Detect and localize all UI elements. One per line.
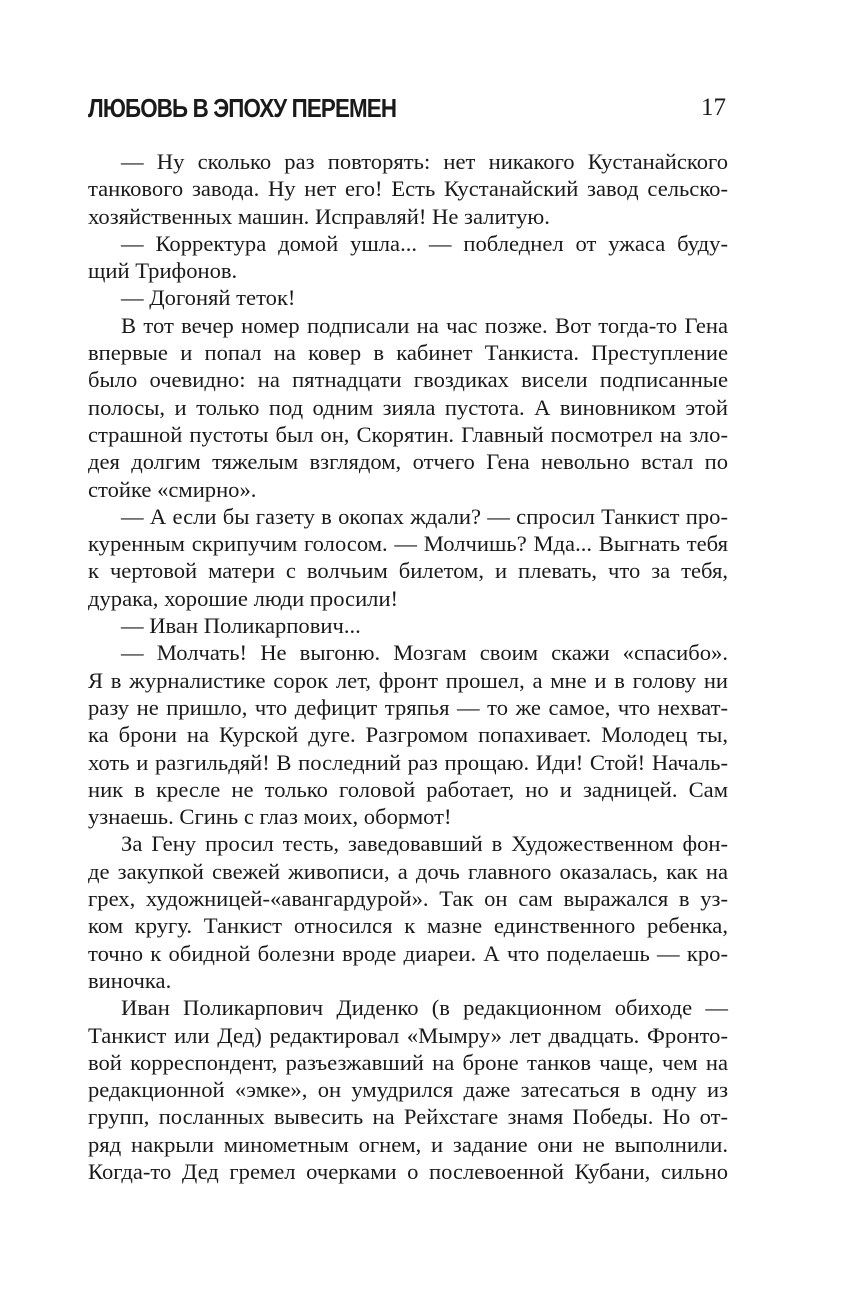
text-line: За Гену просил тесть, заведовавший в Художественном фон- bbox=[121, 831, 728, 857]
text-line: щий Трифонов. bbox=[88, 258, 238, 284]
text-line: редакционной «эмке», он умудрился даже затесаться в одну из bbox=[88, 1077, 728, 1103]
text-line: дурака, хорошие люди просили! bbox=[88, 585, 399, 611]
text-line: страшной пустоты был он, Скорятин. Главный посмотрел на зло- bbox=[88, 421, 728, 447]
text-line: дея долгим тяжелым взглядом, отчего Гена невольно встал по bbox=[88, 449, 728, 475]
text-line: узнаешь. Сгинь с глаз моих, обормот! bbox=[88, 804, 452, 830]
page-number: 17 bbox=[701, 94, 726, 121]
text-line: было очевидно: на пятнадцати гвоздиках висели подписанные bbox=[88, 367, 728, 393]
text-line: к чертовой матери с волчьим билетом, и плевать, что за тебя, bbox=[88, 558, 728, 584]
text-line: де закупкой свежей живописи, а дочь главного оказалась, как на bbox=[88, 858, 728, 884]
text-line: виночка. bbox=[88, 967, 172, 993]
text-line: куренным скрипучим голосом. — Молчишь? Мда... Выгнать тебя bbox=[88, 531, 728, 557]
text-line: групп, посланных вывесить на Рейхстаге знамя Победы. Но от- bbox=[88, 1104, 728, 1130]
text-line: В тот вечер номер подписали на час позже. Вот тогда-то Гена bbox=[121, 312, 728, 338]
text-line: полосы, и только под одним зияла пустота. А виновником этой bbox=[88, 394, 728, 420]
text-line: хоть и разгильдяй! В последний раз прощаю. Иди! Стой! Началь- bbox=[88, 749, 728, 775]
text-line: ряд накрыли минометным огнем, и задание они не выполнили. bbox=[88, 1131, 728, 1157]
text-line: грех, художницей-«авангардурой». Так он сам выражался в уз- bbox=[88, 886, 728, 912]
text-line: — Корректура домой ушла... — побледнел от ужаса буду- bbox=[121, 230, 728, 256]
text-line: стойке «смирно». bbox=[88, 476, 257, 502]
text-line: ник в кресле не только головой работает, но и задницей. Сам bbox=[88, 776, 728, 802]
text-line: разу не пришло, что дефицит тряпья — то же самое, что нехват- bbox=[88, 694, 728, 720]
text-line: Иван Поликарпович Диденко (в редакционном обиходе — bbox=[121, 995, 728, 1021]
body-text bbox=[88, 148, 728, 1185]
running-title: ЛЮБОВЬ В ЭПОХУ ПЕРЕМЕН bbox=[88, 93, 397, 123]
text-line: ка брони на Курской дуге. Разгромом попахивает. Молодец ты, bbox=[88, 722, 728, 748]
text-line: Танкист или Дед) редактировал «Мымру» лет двадцать. Фронто- bbox=[88, 1022, 728, 1048]
text-line: впервые и попал на ковер в кабинет Танкиста. Преступление bbox=[88, 340, 728, 366]
text-line: хозяйственных машин. Исправляй! Не залитую. bbox=[88, 203, 550, 229]
text-line: — Догоняй теток! bbox=[121, 285, 296, 311]
text-line: Я в журналистике сорок лет, фронт прошел, а мне и в голову ни bbox=[88, 667, 728, 693]
text-line: ком кругу. Танкист относился к мазне единственного ребенка, bbox=[88, 913, 728, 939]
text-line: танкового завода. Ну нет его! Есть Кустанайский завод сельско- bbox=[88, 176, 728, 202]
text-line: вой корреспондент, разъезжавший на броне танков чаще, чем на bbox=[88, 1049, 728, 1075]
text-line: Когда-то Дед гремел очерками о послевоенной Кубани, сильно bbox=[88, 1158, 728, 1184]
text-line: точно к обидной болезни вроде диареи. А что поделаешь — кро- bbox=[88, 940, 728, 966]
text-line: — А если бы газету в окопах ждали? — спросил Танкист про- bbox=[121, 503, 728, 529]
text-line: — Молчать! Не выгоню. Мозгам своим скажи «спасибо». bbox=[121, 640, 728, 666]
text-line: — Иван Поликарпович... bbox=[121, 613, 361, 639]
text-line: — Ну сколько раз повторять: нет никакого Кустанайского bbox=[121, 149, 728, 174]
